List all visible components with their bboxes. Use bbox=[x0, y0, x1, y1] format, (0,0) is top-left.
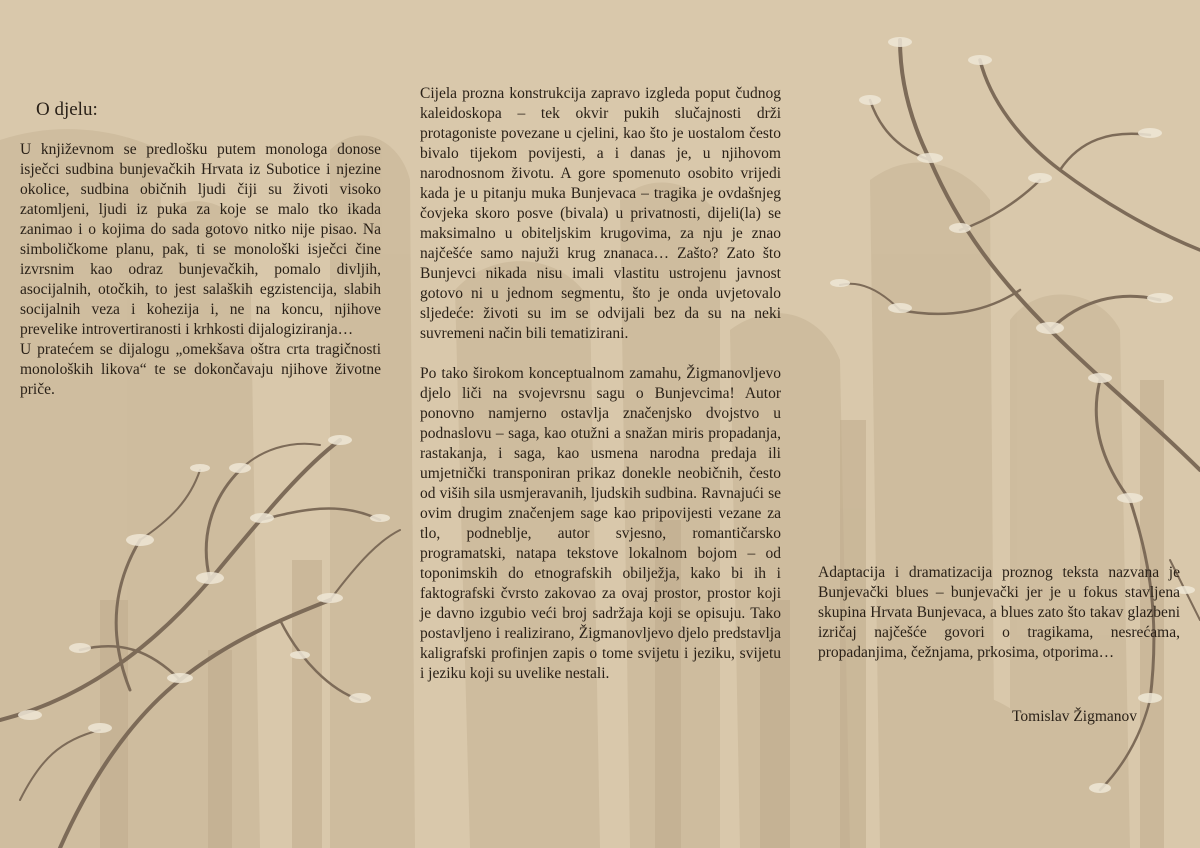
text-column-middle bbox=[420, 84, 781, 684]
text-column-left bbox=[20, 140, 381, 400]
paragraph-spacer bbox=[420, 344, 781, 364]
paragraph: Adaptacija i dramatizacija proznog teksta nazvana je Bunjevački blues – bunjevački jer je u fokus stavljena skupina Hrvata Bunjevaca, a blues zato što takav glazbeni izričaj najčešće govori o tragikama, nesrećama, propadanjima, čežnjama, prkosima, otporima… bbox=[818, 564, 1180, 661]
paragraph: Cijela prozna konstrukcija zapravo izgleda poput čudnog kaleidoskopa – tek okvir pukih slučajnosti drži protagoniste povezane u cjelini, kao što je uostalom često bivalo tijekom povijesti, a i danas je, u njihovom narodnosnom životu. A gore spomenuto osobito vrijedi kada je u pitanju muka Bunjevaca – tragika je ovdašnjeg čovjeka skoro posve (bivala) u privatnosti, dijeli(la) se maksimalno u obiteljskim krugovima, za nju je znao najčešće samo najuži krug znanaca… Zašto? Zato što Bunjevci nikada nisu imali vlastitu ustrojenu javnost gotovo ni u jednom segmentu, što je onda uvjetovalo sljedeće: životi su im se odvijali bez da su na neki suvremeni način bili tematizirani. bbox=[420, 85, 781, 342]
paragraph: U pratećem se dijalogu „omekšava oštra crta tragičnosti monoloških likova“ te se dokončavaju njihove životne priče. bbox=[20, 341, 381, 398]
section-heading: O djelu: bbox=[36, 99, 98, 120]
paragraph: Po tako širokom konceptualnom zamahu, Žigmanovljevo djelo liči na svojevrsnu sagu o Bunjevcima! Autor ponovno namjerno ostavlja značenjsko dvojstvo u podnaslovu – saga, kao otužni a snažan miris propadanja, rastakanja, i saga, kao usmena narodna predaja ili umjetnički transponiran prikaz donekle neobičnih, često od viših sila usmjeravanih, ljudskih sudbina. Ravnajući se ovim drugim značenjem sage kao pripovijesti vezane za tlo, podneblje, autor svjesno, romantičarsko programatski, natapa tekstove lokalnom bojom – od toponimskih do etnografskih obilježja, kako bi ih i faktografski čvrsto zakovao za ovaj prostor, prostor koji je davno izgubio veći broj sadržaja koji se opisuju. Tako postavljeno i realizirano, Žigmanovljevo djelo predstavlja kaligrafski profinjen zapis o tome svijetu i jeziku, svijetu i jeziku koji su uvelike nestali. bbox=[420, 365, 781, 682]
author-signature: Tomislav Žigmanov bbox=[1012, 708, 1138, 725]
text-column-right bbox=[818, 563, 1180, 663]
paragraph: U književnom se predlošku putem monologa donose isječci sudbina bunjevačkih Hrvata iz Subotice i njezine okolice, sudbina običnih ljudi čiji su životi visoko zatomljeni, ljudi iz puka za koje se malo tko ikada zanimao i o kojima do sada gotovo nitko nije pisao. Na simboličkome planu, pak, ti se monološki isječci čine izvrsnim kao odraz bunjevačkih, pomalo divljih, asocijalnih, otočkih, to jest salaških egzistencija, slabih socijalnih veza i kohezija i, ne na koncu, njihove prevelike introvertiranosti i krhkosti dijalogiziranja… bbox=[20, 141, 381, 338]
